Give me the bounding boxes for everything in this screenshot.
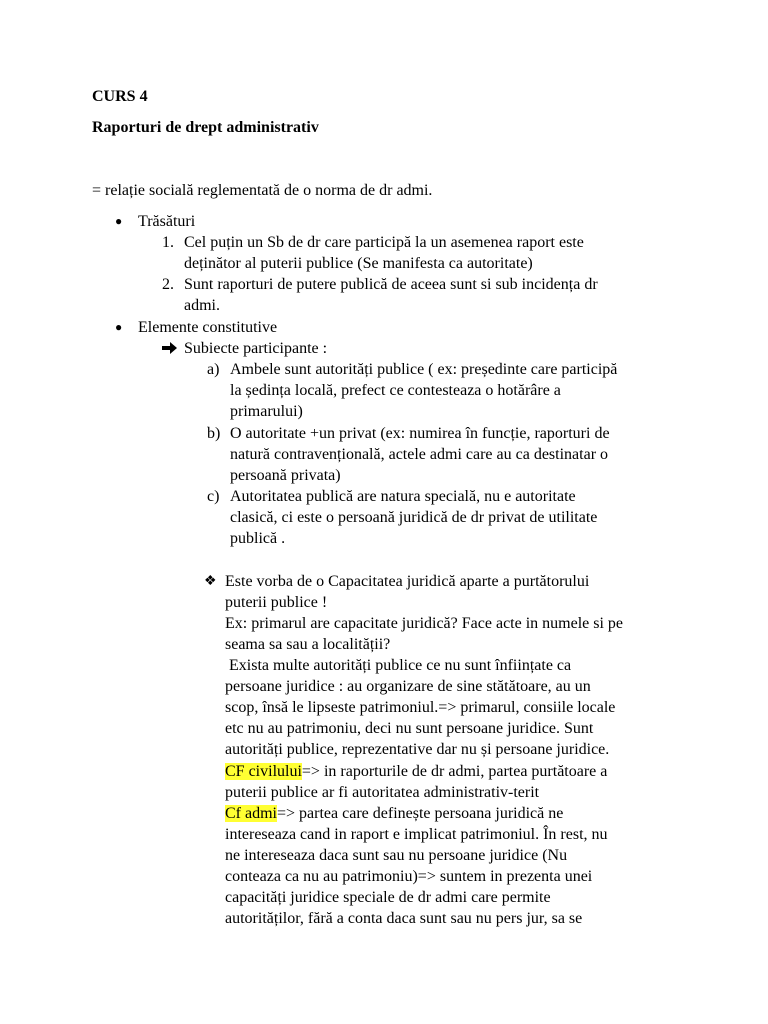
note-text: persoane juridice : au organizare de sine stătătoare, au un — [225, 678, 591, 695]
list-number: 1. — [162, 234, 174, 251]
arrow-item-text: Subiecte participante : — [184, 340, 328, 357]
note-cf-admi-line — [225, 803, 563, 824]
list-item-text: admi. — [184, 297, 220, 314]
note-text: ne intereseaza daca sunt sau nu persoane juridice (Nu — [225, 847, 568, 864]
list-item-text: deținător al puterii publice (Se manifesta ca autoritate) — [184, 255, 533, 272]
page-subtitle: Raporturi de drept administrativ — [92, 119, 319, 136]
list-item-text: Ambele sunt autorități publice ( ex: președinte care participă — [230, 361, 618, 378]
bullet-dot-icon: ● — [115, 214, 123, 228]
list-letter: b) — [207, 425, 221, 442]
list-item-text: persoană privata) — [230, 467, 341, 484]
list-letter: c) — [207, 488, 220, 505]
note-text: seama sa sau a localității? — [225, 636, 391, 653]
highlight-cf-civil: CF civilului — [225, 763, 302, 780]
note-text: Ex: primarul are capacitate juridică? Face acte in numele si pe — [225, 615, 624, 632]
note-text: scop, însă le lipseste patrimoniul.=> primarul, consiile locale — [225, 699, 616, 716]
note-text: puterii publice ! — [225, 594, 328, 611]
bullet-dot-icon: ● — [115, 320, 123, 334]
list-item-text: Sunt raporturi de putere publică de aceea sunt si sub incidența dr — [184, 276, 598, 293]
list-item-text: Cel puțin un Sb de dr care participă la un asemenea raport este — [184, 234, 584, 251]
note-text: capacități juridice speciale de dr admi care permite — [225, 889, 551, 906]
arrow-right-icon — [162, 340, 178, 361]
list-item-text: natură contravențională, actele admi care au ca destinatar o — [230, 446, 609, 463]
note-text: autorități publice, reprezentative dar nu și persoane juridice. — [225, 741, 610, 758]
note-text: => partea care definește persoana juridică ne — [277, 805, 564, 822]
list-item-text: la ședința locală, prefect ce contesteaza o hotărâre a — [230, 382, 561, 399]
list-item-text: publică . — [230, 530, 286, 547]
list-item-text: O autoritate +un privat (ex: numirea în funcție, raporturi de — [230, 425, 610, 442]
note-text: etc nu au patrimoniu, deci nu sunt persoane juridice. Sunt — [225, 720, 594, 737]
diamond-bullet-icon: ❖ — [204, 574, 217, 589]
section-title-elemente: Elemente constitutive — [138, 319, 278, 336]
note-text: Este vorba de o Capacitatea juridică aparte a purtătorului — [225, 573, 590, 590]
list-item-text: clasică, ci este o persoană juridică de dr privat de utilitate — [230, 509, 598, 526]
note-text: conteaza ca nu au patrimoniu)=> suntem in prezenta unei — [225, 868, 593, 885]
note-text: Exista multe autorități publice ce nu sunt înființate ca — [225, 657, 572, 674]
highlight-cf-admi: Cf admi — [225, 805, 277, 822]
note-cf-civil-line — [225, 761, 607, 782]
section-title-trasaturi: Trăsături — [138, 213, 196, 230]
definition-text: = relație socială reglementată de o norma de dr admi. — [92, 182, 433, 199]
note-text: autorităților, fără a conta daca sunt sau nu pers jur, sa se — [225, 910, 583, 927]
list-item-text: primarului) — [230, 403, 303, 420]
list-letter: a) — [207, 361, 220, 378]
list-item-text: Autoritatea publică are natura specială, nu e autoritate — [230, 488, 576, 505]
note-text: intereseaza cand in raport e implicat patrimoniul. În rest, nu — [225, 826, 608, 843]
list-number: 2. — [162, 276, 174, 293]
note-text: puterii publice ar fi autoritatea administrativ-terit — [225, 784, 540, 801]
page-title: CURS 4 — [92, 88, 148, 105]
note-text: => in raporturile de dr admi, partea purtătoare a — [301, 763, 608, 780]
